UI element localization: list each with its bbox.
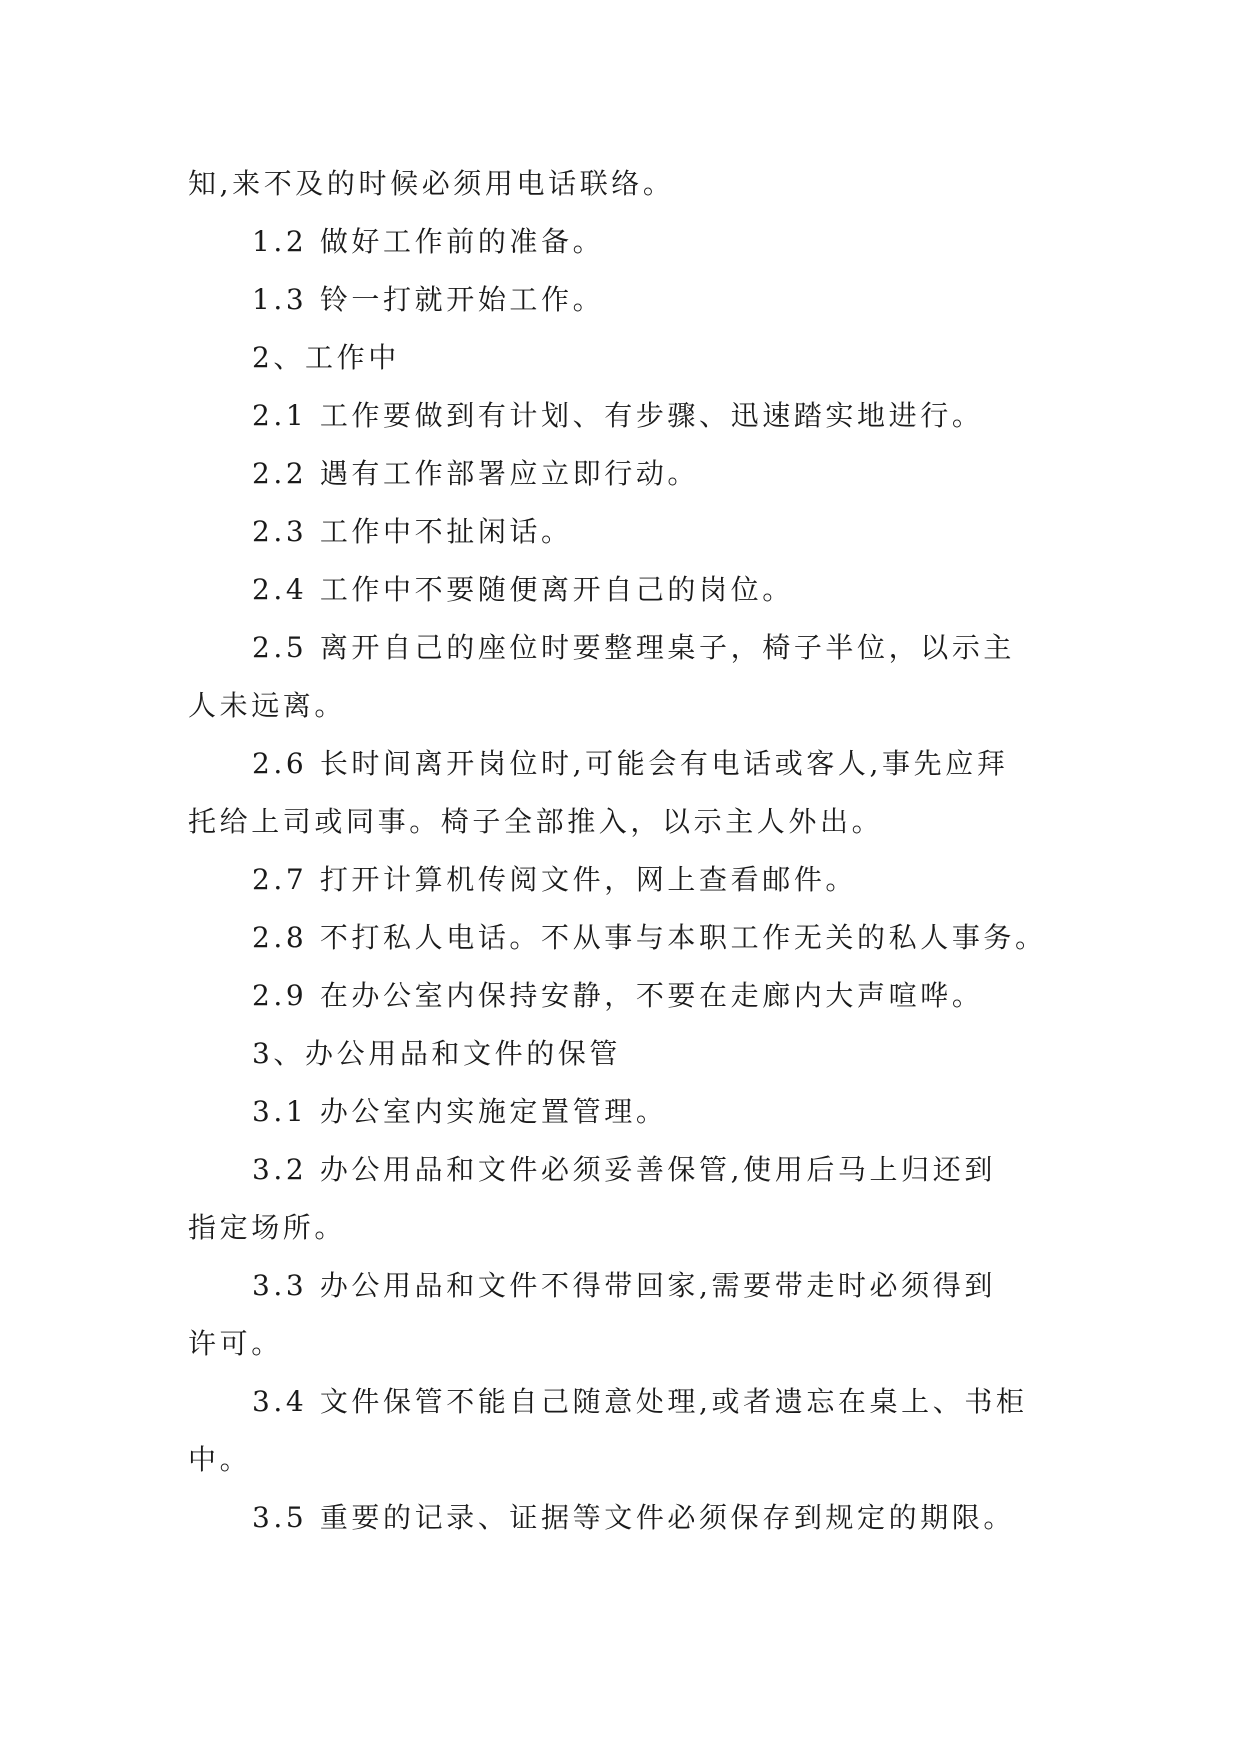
- text-line: 3.2 办公用品和文件必须妥善保管,使用后马上归还到: [252, 1153, 996, 1186]
- text-line: 2.1 工作要做到有计划、有步骤、迅速踏实地进行。: [252, 399, 984, 432]
- section-heading: 2、工作中: [252, 341, 400, 374]
- text-line: 指定场所。: [188, 1211, 347, 1244]
- text-line: 2.9 在办公室内保持安静，不要在走廊内大声喧哗。: [252, 979, 984, 1012]
- text-line: 3.1 办公室内实施定置管理。: [252, 1095, 668, 1128]
- text-line: 3.3 办公用品和文件不得带回家,需要带走时必须得到: [252, 1269, 996, 1302]
- text-line: 2.2 遇有工作部署应立即行动。: [252, 457, 700, 490]
- text-line: 知,来不及的时候必须用电话联络。: [188, 167, 675, 200]
- text-line: 2.3 工作中不扯闲话。: [252, 515, 573, 548]
- text-line: 2.6 长时间离开岗位时,可能会有电话或客人,事先应拜: [252, 747, 1009, 780]
- text-line: 2.7 打开计算机传阅文件，网上查看邮件。: [252, 863, 858, 896]
- text-line: 许可。: [188, 1327, 283, 1360]
- text-line: 1.3 铃一打就开始工作。: [252, 283, 605, 316]
- text-line: 2.5 离开自己的座位时要整理桌子，椅子半位，以示主: [252, 631, 1016, 664]
- text-line: 3.5 重要的记录、证据等文件必须保存到规定的期限。: [252, 1501, 1016, 1534]
- text-line: 1.2 做好工作前的准备。: [252, 225, 605, 258]
- text-line: 中。: [188, 1443, 252, 1476]
- text-line: 2.4 工作中不要随便离开自己的岗位。: [252, 573, 794, 606]
- text-line: 2.8 不打私人电话。不从事与本职工作无关的私人事务。: [252, 921, 1047, 954]
- text-line: 3.4 文件保管不能自己随意处理,或者遗忘在桌上、书柜: [252, 1385, 1028, 1418]
- text-line: 人未远离。: [188, 689, 347, 722]
- section-heading: 3、办公用品和文件的保管: [252, 1037, 622, 1070]
- text-line: 托给上司或同事。椅子全部推入，以示主人外出。: [188, 805, 884, 838]
